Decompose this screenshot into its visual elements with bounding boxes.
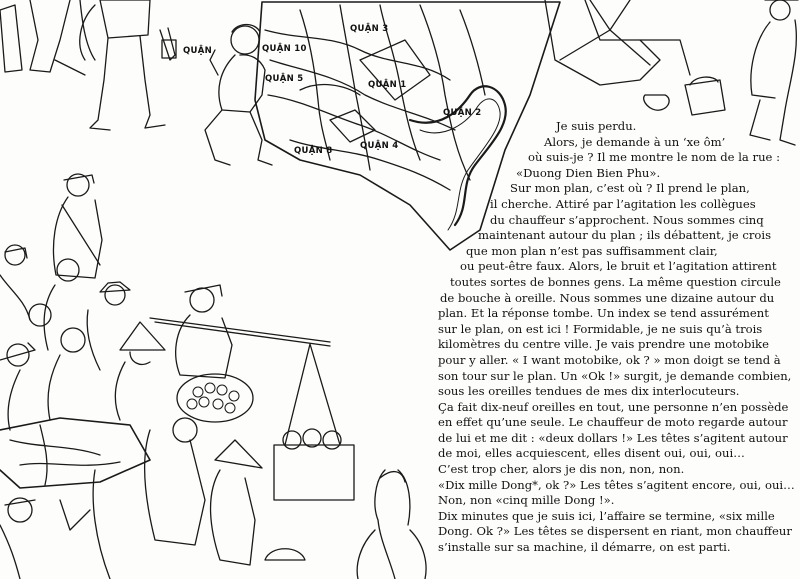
story-line: du chauffeur s’approchent. Nous sommes cinq: [490, 212, 764, 227]
map-label-quan-4: QUẬN 4: [360, 141, 399, 151]
story-line: Sur mon plan, c’est où ? Il prend le plan,: [510, 181, 750, 196]
map-label-quan-8: QUẬN 8: [294, 146, 333, 156]
story-line: sur le plan, on est ici ! Formidable, je ne suis qu’à trois: [438, 321, 763, 336]
story-line: Non, non «cinq mille Dong !».: [438, 493, 615, 508]
story-line: Je suis perdu.: [556, 119, 637, 133]
story-line: en effet qu’une seule. Le chauffeur de moto regarde autour: [438, 415, 788, 430]
story-line: toutes sortes de bonnes gens. La même question circule: [450, 274, 781, 289]
story-line: Dix minutes que je suis ici, l’affaire se termine, «six mille: [438, 508, 775, 523]
story-line: ou peut-être faux. Alors, le bruit et l’agitation attirent: [460, 259, 777, 274]
story-line: de lui et me dit : «deux dollars !» Les têtes s’agitent autour: [438, 430, 788, 445]
crowd-around-map: [0, 174, 426, 579]
story-line: il cherche. Attiré par l’agitation les collègues: [490, 196, 756, 211]
story-line: maintenant autour du plan ; ils débattent, je crois: [478, 228, 772, 243]
story-line: pour y aller. « I want motobike, ok ? » mon doigt se tend à: [438, 352, 781, 367]
story-line: plan. Et la réponse tombe. Un index se tend assurément: [438, 306, 769, 321]
story-line: «Dix mille Dong*, ok ?» Les têtes s’agitent encore, oui, oui…: [438, 477, 795, 492]
story-line: que mon plan n’est pas suffisamment clair,: [466, 243, 718, 258]
map-label-quan-1: QUẬN 1: [368, 80, 407, 90]
map-label-quan-5: QUẬN 5: [265, 74, 304, 84]
story-line: Dong. Ok ?» Les têtes se dispersent en riant, mon chauffeur: [438, 524, 792, 539]
story-line: s’installe sur sa machine, il démarre, on est parti.: [438, 540, 731, 555]
story-text: [430, 119, 795, 556]
story-line: C’est trop cher, alors je dis non, non, non.: [438, 462, 685, 477]
story-line: où suis-je ? Il me montre le nom de la rue :: [528, 150, 780, 165]
story-line: sous les oreilles tendues de mes dix interlocuteurs.: [438, 384, 740, 399]
story-line: Ça fait dix-neuf oreilles en tout, une personne n’en possède: [438, 399, 789, 414]
story-line: de bouche à oreille. Nous sommes une dizaine autour du: [440, 290, 775, 305]
map-label-quan: QUẬN: [183, 46, 213, 56]
map-label-quan-10: QUẬN 10: [262, 44, 307, 54]
story-line: Alors, je demande à un ‘xe ôm’: [544, 134, 726, 149]
story-line: de moi, elles acquiescent, elles disent oui, oui, oui…: [438, 446, 745, 461]
crowd-figures-top-left: [0, 0, 176, 130]
map-label-quan-2: QUẬN 2: [443, 108, 482, 118]
story-line: kilomètres du centre ville. Je vais prendre une motobike: [438, 337, 769, 352]
map-label-quan-3: QUẬN 3: [350, 24, 389, 34]
story-line: son tour sur le plan. Un «Ok !» surgit, je demande combien,: [438, 368, 792, 383]
story-line: «Duong Dien Bien Phu».: [516, 165, 661, 180]
